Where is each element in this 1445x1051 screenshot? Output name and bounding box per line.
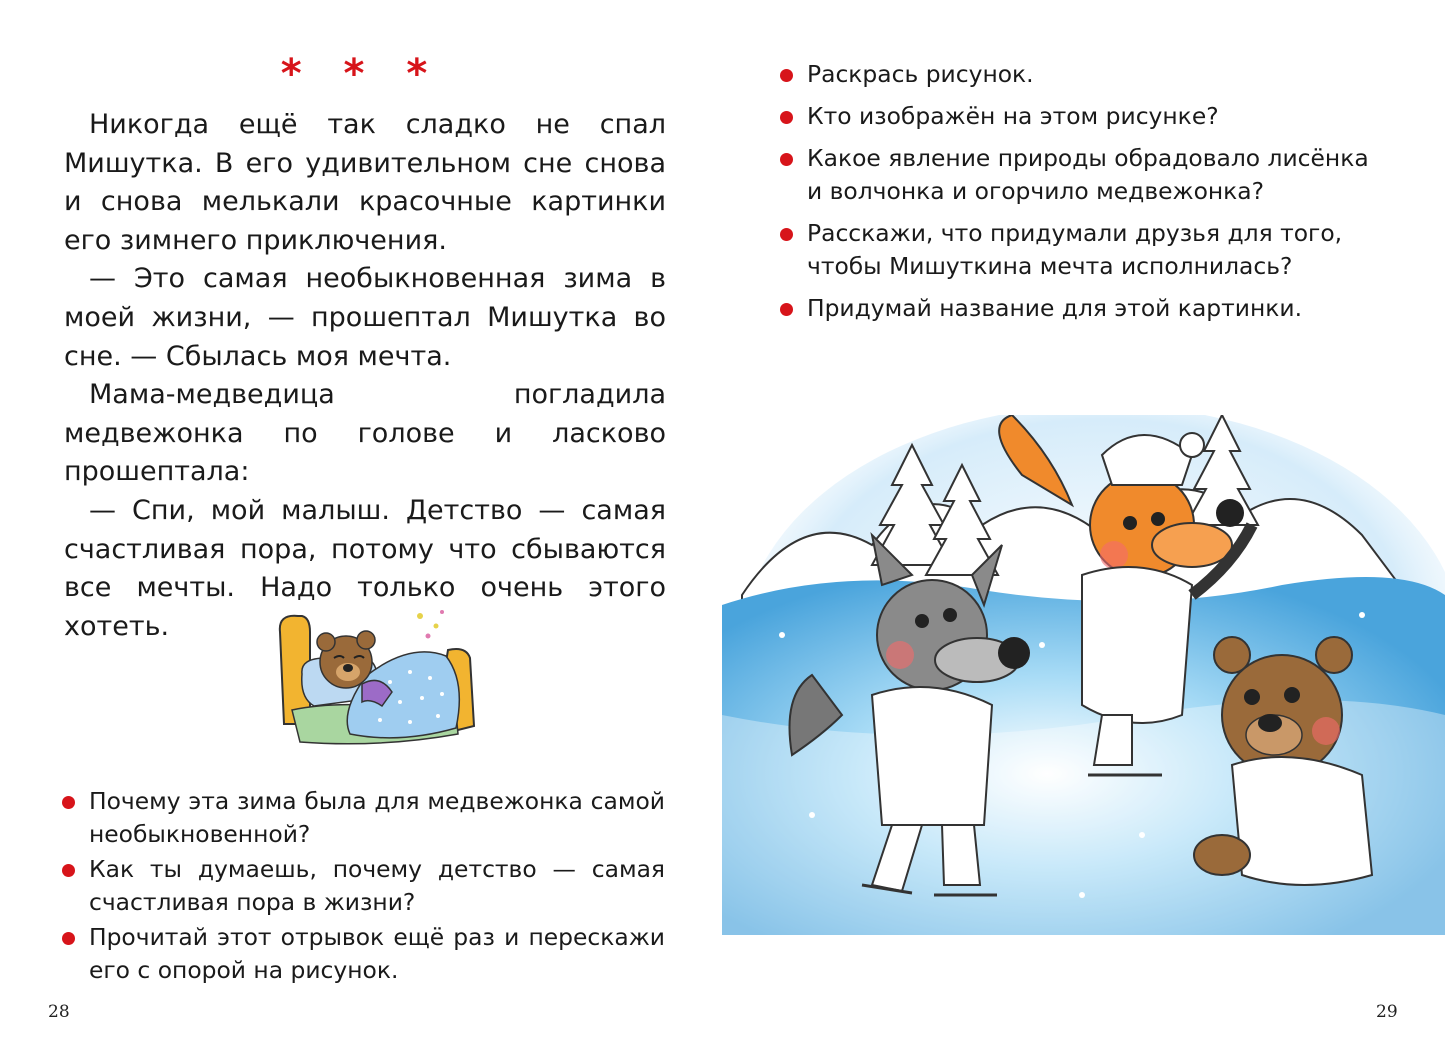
section-asterisks: * * * (280, 51, 442, 97)
page-number: 29 (1376, 1002, 1398, 1022)
story-paragraph: — Это самая необыкновенная зима в моей жизни, — прошептал Мишутка во сне. — Сбылась моя мечта. (64, 263, 666, 372)
bullet-icon (780, 153, 793, 166)
bullet-icon (780, 303, 793, 316)
story-text (64, 106, 666, 646)
left-question-list (62, 785, 665, 989)
bullet-icon (780, 228, 793, 241)
list-item: Почему эта зима была для медвежонка самой необыкновенной? (62, 785, 665, 851)
bullet-icon (780, 69, 793, 82)
bullet-icon (780, 111, 793, 124)
list-item: Прочитай этот отрывок ещё раз и перескажи его с опорой на рисунок. (62, 921, 665, 987)
list-item: Как ты думаешь, почему детство — самая счастливая пора в жизни? (62, 853, 665, 919)
page-number: 28 (48, 1002, 70, 1022)
bullet-icon (62, 864, 75, 877)
list-item: Какое явление природы обрадовало лисёнка и волчонка и огорчило медвежонка? (780, 142, 1390, 208)
bullet-icon (62, 932, 75, 945)
list-item: Раскрась рисунок. (780, 58, 1390, 91)
right-question-list (780, 58, 1390, 334)
story-paragraph: — Спи, мой малыш. Детство — самая счастливая пора, потому что сбываются все мечты. Надо только очень этого хотеть. (64, 494, 666, 642)
list-item: Придумай название для этой картинки. (780, 292, 1390, 325)
list-item: Кто изображён на этом рисунке? (780, 100, 1390, 133)
left-page (0, 0, 722, 1051)
story-paragraph: Никогда ещё так сладко не спал Мишутка. В его удивительном сне снова и снова мелькали красочные картинки его зимнего приключения. (64, 109, 666, 256)
skating-friends-illustration (722, 415, 1445, 935)
sleeping-bear-illustration (270, 602, 480, 752)
right-page (722, 0, 1445, 1051)
bullet-icon (62, 796, 75, 809)
list-item: Расскажи, что придумали друзья для того, чтобы Мишуткина мечта исполнилась? (780, 217, 1390, 283)
story-paragraph: Мама-медведица погладила медвежонка по голове и ласково прошептала: (64, 379, 666, 488)
